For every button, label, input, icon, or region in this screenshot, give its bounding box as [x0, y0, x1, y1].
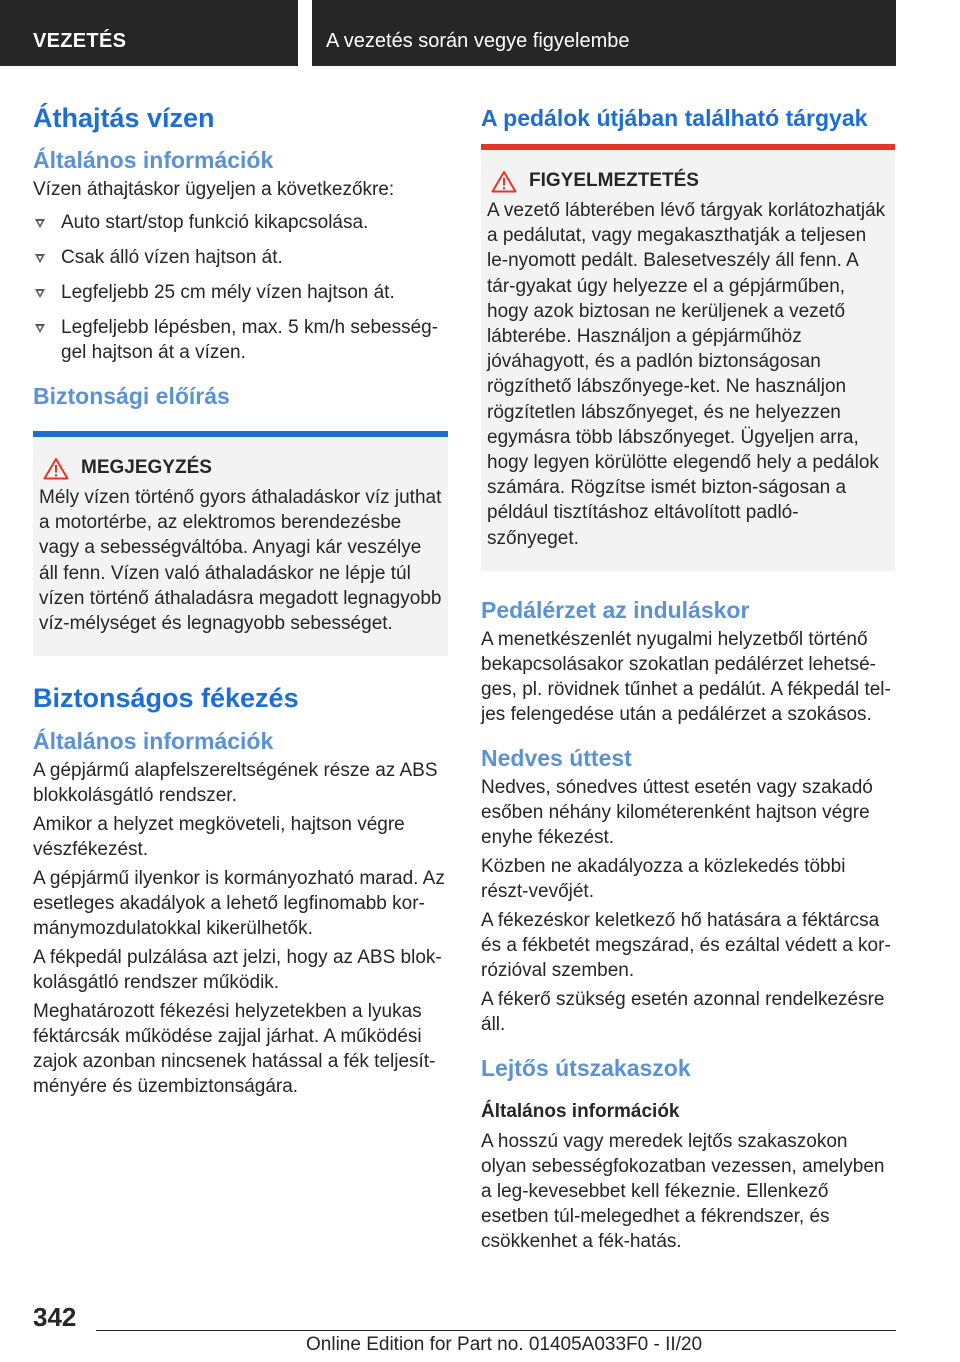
footer-divider [96, 1330, 896, 1331]
paragraph: A fékpedál pulzálása azt jelzi, hogy az ABS blok-kolásgátló rendszer működik. [33, 947, 442, 994]
topic-tab: A vezetés során vegye figyelembe [312, 0, 896, 66]
heading-pedal-objects: A pedálok útjában található tárgyak [481, 105, 868, 131]
paragraph: A hosszú vagy meredek lejtős szakaszokon olyan sebességfokozatban vezessen, amelyben a leg-kevesebbet kell fékeznie. Ellenkező esetben túl-melegedhet a fékrendszer, és csökkenhet a fék-hatás. [481, 1130, 885, 1252]
subheading-pedal-feel: Pedálérzet az induláskor [481, 596, 750, 623]
subheading-general-info-3: Általános információk [481, 1100, 680, 1122]
notice-box [33, 431, 448, 656]
paragraph: Meghatározott fékezési helyzetekben a lyukas féktárcsák működése zajjal járhat. A működési zajok azonban nincsenek hatással a fék teljesít-ményére és üzembiztonságára. [33, 1001, 436, 1098]
paragraph: A fékerő szükség esetén azonnal rendelkezésre áll. [481, 988, 885, 1035]
bullet-list [33, 210, 448, 365]
paragraph: A gépjármű ilyenkor is kormányozható marad. Az esetleges akadályok a lehető legfinomabb kor-mánymozdulatokkal kikerülhetők. [33, 868, 445, 940]
list-item: Legfeljebb lépésben, max. 5 km/h sebesség-gel hajtson át a vízen. [33, 315, 448, 365]
triangle-bullet-icon [35, 254, 45, 263]
section-tab: VEZETÉS [0, 0, 298, 66]
list-item: Auto start/stop funkció kikapcsolása. [33, 210, 448, 235]
left-column [33, 98, 448, 1099]
paragraph: A gépjármű alapfelszereltségének része az ABS blokkolásgátló rendszer. [33, 760, 438, 807]
paragraph: A fékezéskor keletkező hő hatására a féktárcsa és a fékbetét megszárad, és ezáltal védett a kor-rózióval szemben. [481, 909, 891, 981]
warning-title: FIGYELMEZTETÉS [529, 170, 699, 191]
footer-edition: Online Edition for Part no. 01405A033F0 - II/20 [306, 1334, 703, 1355]
page-number: 342 [33, 1302, 77, 1332]
subheading-downhill: Lejtős útszakaszok [481, 1054, 691, 1081]
notice-header [39, 455, 442, 481]
subheading-general-info: Általános információk [33, 147, 274, 173]
list-item: Legfeljebb 25 cm mély vízen hajtson át. [33, 280, 448, 305]
notice-title: MEGJEGYZÉS [81, 457, 212, 478]
warning-header [487, 168, 889, 194]
triangle-bullet-icon [35, 324, 45, 333]
heading-safe-braking: Biztonságos fékezés [33, 683, 299, 714]
triangle-bullet-icon [35, 289, 45, 298]
heading-water-crossing: Áthajtás vízen [33, 103, 215, 133]
paragraph: A menetkészenlét nyugalmi helyzetből történő bekapcsolásakor szokatlan pedálérzet lehetsé-ges, pl. rövidnek tűnhet a pedálút. A fékpedál tel-jes felengedése után a pedálérzet a szokásos. [481, 628, 891, 725]
paragraph: Amikor a helyzet megköveteli, hajtson végre vészfékezést. [33, 814, 405, 861]
warning-triangle-icon [43, 457, 69, 480]
subheading-safety: Biztonsági előírás [33, 383, 230, 409]
triangle-bullet-icon [35, 219, 45, 228]
intro-text: Vízen áthajtáskor ügyeljen a következőkre: [33, 179, 395, 200]
paragraph: Nedves, sónedves úttest esetén vagy szakadó esőben néhány kilométerenként hajtson végre enyhe fékezést. [481, 776, 873, 848]
page-header [0, 0, 960, 66]
subheading-general-info-2: Általános információk [33, 728, 274, 755]
paragraph: Közben ne akadályozza a közlekedés többi részt-vevőjét. [481, 855, 846, 902]
notice-text: Mély vízen történő gyors áthaladáskor víz juthat a motortérbe, az elektromos berendezésbe vagy a sebességváltóba. Anyagi kár veszélye áll fenn. Vízen való áthaladáskor ne lépje túl vízen történő áthaladásra megadott legnagyobb víz-mélységet és legnagyobb sebességet. [39, 487, 442, 635]
warning-text: A vezető lábterében lévő tárgyak korlátozhatják a pedálutat, vagy megakaszthatják a teljesen le-nyomott pedált. Balesetveszély áll fenn. A tár-gyakat úgy helyezze el a gépjárműben, hogy azok biztosan ne kerüljenek a vezető lábterébe. Használjon a gépjárműhöz jóváhagyott, és a padlón biztonságosan rögzíthető lábszőnyege-ket. Ne használjon rögzítetlen lábszőnyeget, és ne helyezzen egymásra több lábszőnyeget. Ügyeljen arra, hogy legyen körülötte elegendő hely a pedálok számára. Rögzítse ismét bizton-ságosan a például tisztításhoz eltávolított padló-szőnyeget. [487, 200, 886, 549]
warning-triangle-icon [491, 170, 517, 193]
list-item: Csak álló vízen hajtson át. [33, 245, 448, 270]
subheading-wet-road: Nedves úttest [481, 744, 632, 771]
right-column [481, 98, 895, 1254]
warning-box [481, 144, 895, 571]
